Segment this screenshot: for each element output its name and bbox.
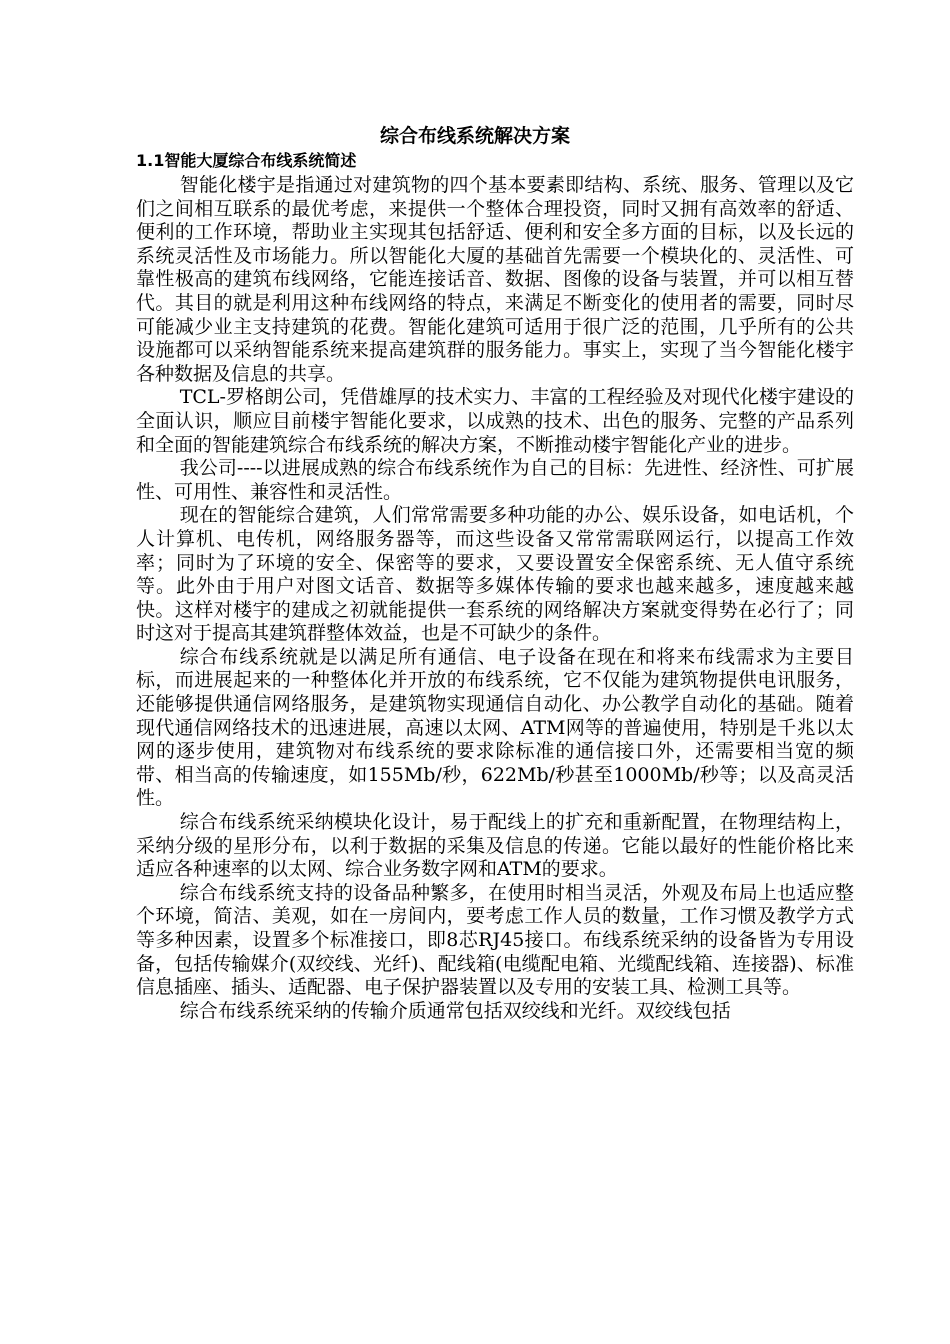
paragraph-cabling-purpose: 综合布线系统就是以满足所有通信、电子设备在现在和将来布线需求为主要目标，而进展起来的一种整体化并开放的布线系统，它不仅能为建筑物提供电讯服务，还能够提供通信网络服务，是建筑物实现通信自动化、办公教学自动化的基础。随着现代通信网络技术的迅速进展，高速以太网、ATM网等的普遍使用，特别是千兆以太网的逐步使用，建筑物对布线系统的要求除标准的通信接口外，还需要相当宽的频带、相当高的传输速度，如155Mb/秒，622Mb/秒甚至1000Mb/秒等；以及高灵活性。 bbox=[136, 645, 854, 810]
paragraph-company-intro: TCL-罗格朗公司，凭借雄厚的技术实力、丰富的工程经验及对现代化楼宇建设的全面认识，顺应目前楼宇智能化要求，以成熟的技术、出色的服务、完整的产品系列和全面的智能建筑综合布线系统的解决方案，不断推动楼宇智能化产业的进步。 bbox=[136, 386, 854, 456]
paragraph-intelligent-building: 智能化楼宇是指通过对建筑物的四个基本要素即结构、系统、服务、管理以及它们之间相互联系的最优考虑，来提供一个整体合理投资，同时又拥有高效率的舒适、便利的工作环境，帮助业主实现其包括舒适、便利和安全多方面的目标，以及长远的系统灵活性及市场能力。所以智能化大厦的基础首先需要一个模块化的、灵活性、可靠性极高的建筑布线网络，它能连接话音、数据、图像的设备与装置，并可以相互替代。其目的就是利用这种布线网络的特点，来满足不断变化的使用者的需要，同时尽可能减少业主支持建筑的花费。智能化建筑可适用于很广泛的范围，几乎所有的公共设施都可以采纳智能系统来提高建筑群的服务能力。事实上，实现了当今智能化楼宇各种数据及信息的共享。 bbox=[136, 174, 854, 385]
section-heading: 1.1智能大厦综合布线系统简述 bbox=[136, 151, 357, 170]
paragraph-company-goal: 我公司----以进展成熟的综合布线系统作为自己的目标：先进性、经济性、可扩展性、可用性、兼容性和灵活性。 bbox=[136, 457, 854, 503]
paragraph-modern-building-needs: 现在的智能综合建筑，人们常常需要多种功能的办公、娱乐设备，如电话机，个人计算机、电传机，网络服务器等，而这些设备又常常需联网运行，以提高工作效率；同时为了环境的安全、保密等的要求，又要设置安全保密系统、无人值守系统等。此外由于用户对图文话音、数据等多媒体传输的要求也越来越多，速度越来越快。这样对楼宇的建成之初就能提供一套系统的网络解决方案就变得势在必行了；同时这对于提高其建筑群整体效益，也是不可缺少的条件。 bbox=[136, 504, 854, 645]
paragraph-modular-design: 综合布线系统采纳模块化设计，易于配线上的扩充和重新配置，在物理结构上，采纳分级的星形分布，以利于数据的采集及信息的传递。它能以最好的性能价格比来适应各种速率的以太网、综合业务数字网和ATM的要求。 bbox=[136, 811, 854, 881]
paragraph-equipment: 综合布线系统支持的设备品种繁多，在使用时相当灵活，外观及布局上也适应整个环境，简洁、美观，如在一房间内，要考虑工作人员的数量，工作习惯及教学方式等多种因素，设置多个标准接口，即8芯RJ45接口。布线系统采纳的设备皆为专用设备，包括传输媒介(双绞线、光纤)、配线箱(电缆配电箱、光缆配线箱、连接器)、标准信息插座、插头、适配器、电子保护器装置以及专用的安装工具、检测工具等。 bbox=[136, 881, 854, 999]
paragraph-transmission-media: 综合布线系统采纳的传输介质通常包括双绞线和光纤。双绞线包括 bbox=[179, 999, 731, 1022]
document-title: 综合布线系统解决方案 bbox=[379, 125, 570, 147]
document-body bbox=[136, 174, 854, 1023]
